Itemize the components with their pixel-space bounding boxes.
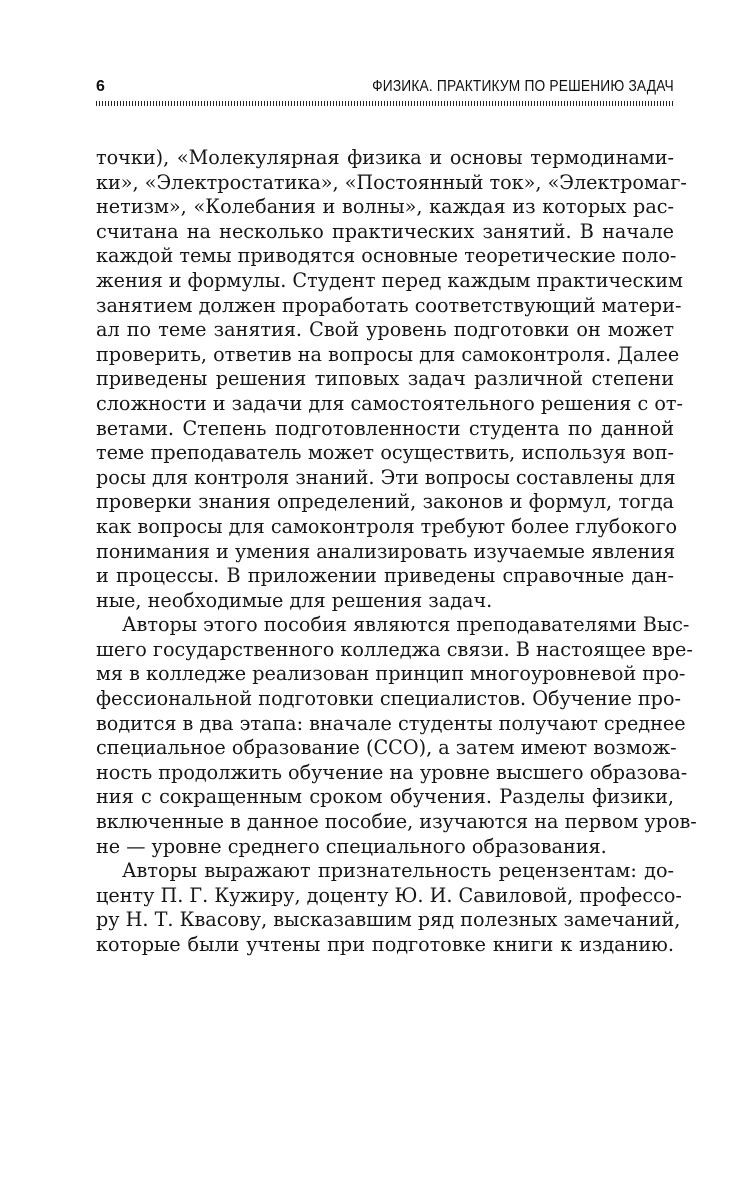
text-line: включенные в данное пособие, изучаются на первом уров-: [96, 810, 697, 834]
text-line: жения и формулы. Студент перед каждым практическим: [96, 268, 683, 292]
text-line: специальное образование (ССО), а затем имеют возмож-: [96, 736, 677, 760]
text-line: фессиональной подготовки специалистов. Обучение про-: [96, 687, 682, 711]
text-line: и процессы. В приложении приведены справочные дан-: [96, 564, 674, 588]
text-line: теме преподаватель может осуществить, используя воп-: [96, 441, 674, 465]
header-rule: [96, 101, 674, 106]
text-line: проверить, ответив на вопросы для самоконтроля. Далее: [96, 342, 680, 366]
text-line: ветами. Степень подготовленности студента по данной: [96, 416, 674, 440]
text-line: ные, необходимые для решения задач.: [96, 588, 493, 612]
running-title: ФИЗИКА. ПРАКТИКУМ ПО РЕШЕНИЮ ЗАДАЧ: [372, 78, 674, 95]
paragraph: [96, 146, 687, 613]
paragraph: [96, 613, 697, 859]
text-line: сложности и задачи для самостоятельного решения с от-: [96, 391, 683, 415]
text-line: ность продолжить обучение на уровне высшего образова-: [96, 760, 688, 784]
text-line: как вопросы для самоконтроля требуют более глубокого: [96, 514, 678, 538]
text-line: росы для контроля знаний. Эти вопросы составлены для: [96, 465, 676, 489]
text-line: шего государственного колледжа связи. В настоящее вре-: [96, 637, 693, 661]
page-number: 6: [96, 78, 106, 95]
text-line: ру Н. Т. Квасову, высказавшим ряд полезных замечаний,: [96, 908, 681, 932]
text-line: ал по теме занятия. Свой уровень подготовки он может: [96, 318, 674, 342]
text-line: проверки знания определений, законов и формул, тогда: [96, 490, 674, 514]
text-line: не — уровне среднего специального образования.: [96, 834, 607, 858]
text-line: ки», «Электростатика», «Постоянный ток», «Электромаг-: [96, 170, 687, 194]
text-line: занятием должен проработать соответствующий матери-: [96, 293, 682, 317]
text-line: точки), «Молекулярная физика и основы термодинами-: [96, 146, 674, 169]
paragraph: [96, 859, 682, 957]
text-line: Авторы этого пособия являются преподавателями Выс-: [122, 613, 690, 637]
text-line: водится в два этапа: вначале студенты получают среднее: [96, 711, 686, 735]
text-line: центу П. Г. Кужиру, доценту Ю. И. Савиловой, профессо-: [96, 883, 682, 907]
page-header: [96, 74, 674, 104]
text-line: приведены решения типовых задач различной степени: [96, 367, 674, 391]
text-line: мя в колледже реализован принцип многоуровневой про-: [96, 662, 686, 686]
text-line: нетизм», «Колебания и волны», каждая из которых рас-: [96, 195, 674, 219]
text-line: ния с сокращенным сроком обучения. Разделы физики,: [96, 785, 674, 809]
body-text: [96, 146, 697, 958]
text-line: понимания и умения анализировать изучаемые явления: [96, 539, 676, 563]
text-line: которые были учтены при подготовке книги к изданию.: [96, 933, 674, 956]
text-line: считана на несколько практических занятий. В начале: [96, 219, 674, 243]
text-line: Авторы выражают признательность рецензентам: до-: [122, 859, 674, 883]
text-line: каждой темы приводятся основные теоретические поло-: [96, 244, 677, 268]
